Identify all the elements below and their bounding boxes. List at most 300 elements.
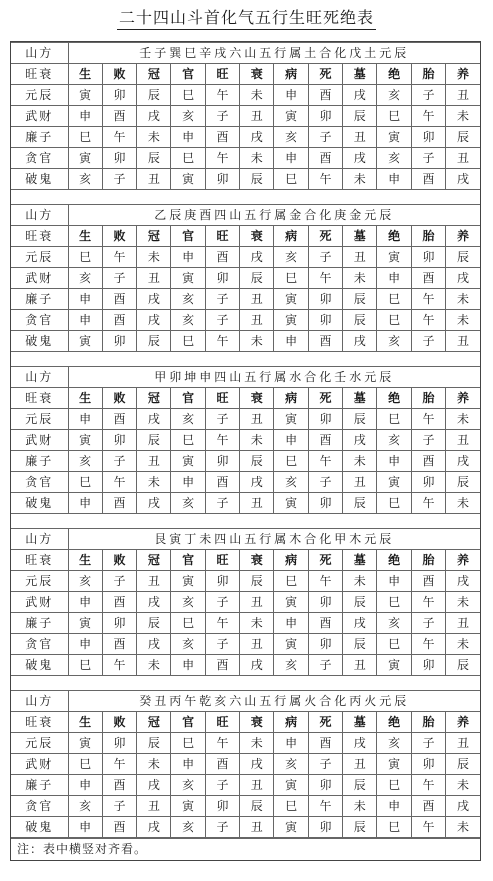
- row-name: 元辰: [11, 247, 68, 268]
- table-cell: 戌: [343, 85, 377, 106]
- table-cell: 亥: [171, 817, 205, 838]
- table-cell: 丑: [446, 430, 480, 451]
- table-cell: 寅: [171, 796, 205, 817]
- stage-header: 墓: [343, 712, 377, 733]
- stage-header: 墓: [343, 226, 377, 247]
- table-cell: 酉: [308, 430, 342, 451]
- table-cell: 辰: [240, 796, 274, 817]
- stage-header: 病: [274, 712, 308, 733]
- table-cell: 酉: [308, 613, 342, 634]
- table-cell: 巳: [68, 247, 102, 268]
- stage-header: 败: [102, 64, 136, 85]
- table-cell: 寅: [274, 289, 308, 310]
- table-cell: 寅: [68, 85, 102, 106]
- table-cell: 丑: [240, 634, 274, 655]
- table-cell: 申: [171, 655, 205, 676]
- table-cell: 辰: [137, 430, 171, 451]
- table-cell: 午: [102, 247, 136, 268]
- table-cell: 巳: [68, 127, 102, 148]
- table-cell: 子: [205, 493, 239, 514]
- table-cell: 酉: [411, 571, 445, 592]
- table-cell: 子: [411, 331, 445, 352]
- table-cell: 未: [240, 85, 274, 106]
- table-cell: 戌: [137, 634, 171, 655]
- table-cell: 亥: [171, 289, 205, 310]
- stage-header: 绝: [377, 226, 411, 247]
- table-cell: 寅: [274, 634, 308, 655]
- stage-header: 衰: [240, 226, 274, 247]
- stage-header: 衰: [240, 64, 274, 85]
- row-name: 廉子: [11, 451, 68, 472]
- stage-header: 生: [68, 388, 102, 409]
- stage-header: 墓: [343, 64, 377, 85]
- shanfang-label: 山方: [11, 367, 68, 388]
- table-cell: 巳: [171, 430, 205, 451]
- table-cell: 午: [308, 451, 342, 472]
- table-cell: 申: [68, 106, 102, 127]
- page-title: [0, 8, 493, 30]
- row-name: 贪官: [11, 472, 68, 493]
- table-cell: 卯: [411, 754, 445, 775]
- table-cell: 辰: [343, 106, 377, 127]
- table-cell: 戌: [137, 106, 171, 127]
- table-cell: 申: [68, 592, 102, 613]
- table-cell: 寅: [171, 571, 205, 592]
- stage-header: 胎: [411, 226, 445, 247]
- table-row: [11, 289, 480, 310]
- table-cell: 寅: [274, 817, 308, 838]
- table-cell: 卯: [308, 409, 342, 430]
- stage-header: 胎: [411, 712, 445, 733]
- table-cell: 寅: [274, 106, 308, 127]
- table-cell: 子: [308, 655, 342, 676]
- table-cell: 戌: [446, 268, 480, 289]
- stage-header: 生: [68, 550, 102, 571]
- table-cell: 申: [274, 430, 308, 451]
- shanfang-label: 山方: [11, 529, 68, 550]
- table-cell: 子: [205, 409, 239, 430]
- table-cell: 丑: [446, 613, 480, 634]
- table-cell: 午: [205, 331, 239, 352]
- stage-header: 养: [446, 64, 480, 85]
- stage-header: 绝: [377, 64, 411, 85]
- table-cell: 酉: [308, 148, 342, 169]
- table-row: [11, 127, 480, 148]
- table-cell: 辰: [240, 571, 274, 592]
- row-name: 贪官: [11, 148, 68, 169]
- table-row: [11, 733, 480, 754]
- table-cell: 亥: [274, 472, 308, 493]
- table-cell: 酉: [102, 409, 136, 430]
- table-cell: 辰: [343, 289, 377, 310]
- table-cell: 卯: [411, 247, 445, 268]
- table-cell: 未: [137, 247, 171, 268]
- stage-header: 官: [171, 388, 205, 409]
- table-cell: 戌: [137, 409, 171, 430]
- stage-header: 养: [446, 550, 480, 571]
- table-cell: 巳: [171, 85, 205, 106]
- table-cell: 子: [205, 775, 239, 796]
- table-cell: 寅: [171, 451, 205, 472]
- table-cell: 辰: [343, 310, 377, 331]
- table-cell: 未: [137, 127, 171, 148]
- main-table: [11, 42, 480, 838]
- table-cell: 卯: [102, 613, 136, 634]
- stage-header: 败: [102, 226, 136, 247]
- table-cell: 午: [411, 817, 445, 838]
- table-cell: 戌: [240, 472, 274, 493]
- table-cell: 亥: [171, 409, 205, 430]
- table-cell: 丑: [137, 796, 171, 817]
- table-cell: 戌: [343, 331, 377, 352]
- table-row: [11, 592, 480, 613]
- table-cell: 巳: [171, 148, 205, 169]
- table-cell: 戌: [446, 451, 480, 472]
- table-row: [11, 451, 480, 472]
- table-cell: 巳: [171, 613, 205, 634]
- table-cell: 寅: [68, 148, 102, 169]
- shanfang-label: 山方: [11, 43, 68, 64]
- table-cell: 子: [205, 634, 239, 655]
- table-cell: 辰: [137, 148, 171, 169]
- table-cell: 寅: [377, 754, 411, 775]
- footnote: 注：表中横竖对齐看。: [11, 838, 480, 860]
- stage-header: 衰: [240, 712, 274, 733]
- table-cell: 辰: [137, 613, 171, 634]
- table-cell: 丑: [137, 268, 171, 289]
- table-row: [11, 472, 480, 493]
- stage-header: 养: [446, 388, 480, 409]
- table-cell: 未: [446, 817, 480, 838]
- row-name: 廉子: [11, 775, 68, 796]
- table-cell: 巳: [171, 733, 205, 754]
- row-name: 武财: [11, 754, 68, 775]
- table-cell: 戌: [446, 571, 480, 592]
- table-cell: 未: [446, 289, 480, 310]
- stage-header: 官: [171, 226, 205, 247]
- table-body: [11, 43, 480, 838]
- table-cell: 巳: [68, 472, 102, 493]
- table-cell: 巳: [274, 169, 308, 190]
- table-cell: 酉: [102, 817, 136, 838]
- table-cell: 午: [205, 733, 239, 754]
- shanfang-label: 山方: [11, 205, 68, 226]
- stage-header: 绝: [377, 550, 411, 571]
- table-cell: 未: [240, 430, 274, 451]
- stage-header: 旺: [205, 64, 239, 85]
- table-cell: 午: [411, 409, 445, 430]
- table-cell: 午: [205, 85, 239, 106]
- row-name: 破鬼: [11, 493, 68, 514]
- stage-header: 旺: [205, 226, 239, 247]
- table-row: [11, 754, 480, 775]
- table-cell: 卯: [102, 733, 136, 754]
- table-cell: 戌: [446, 169, 480, 190]
- table-row: [11, 247, 480, 268]
- table-cell: 未: [446, 775, 480, 796]
- table-cell: 丑: [240, 775, 274, 796]
- table-cell: 未: [343, 169, 377, 190]
- stage-header: 冠: [137, 226, 171, 247]
- table-cell: 戌: [137, 310, 171, 331]
- wangshuai-label: 旺衰: [11, 226, 68, 247]
- stage-header: 旺: [205, 712, 239, 733]
- table-cell: 申: [377, 796, 411, 817]
- table-cell: 卯: [102, 85, 136, 106]
- table-cell: 午: [102, 655, 136, 676]
- table-row: [11, 409, 480, 430]
- table-cell: 巳: [377, 409, 411, 430]
- table-cell: 丑: [343, 472, 377, 493]
- gap-cell: [11, 190, 480, 205]
- table-cell: 酉: [411, 169, 445, 190]
- table-row: [11, 493, 480, 514]
- row-name: 元辰: [11, 733, 68, 754]
- table-cell: 丑: [343, 247, 377, 268]
- stage-header: 病: [274, 64, 308, 85]
- stage-header: 病: [274, 388, 308, 409]
- table-cell: 寅: [274, 592, 308, 613]
- table-cell: 丑: [343, 127, 377, 148]
- table-cell: 子: [205, 106, 239, 127]
- section-heading-row: [11, 43, 480, 64]
- table-cell: 丑: [240, 592, 274, 613]
- table-cell: 卯: [308, 289, 342, 310]
- table-cell: 未: [446, 592, 480, 613]
- table-cell: 卯: [308, 634, 342, 655]
- table-cell: 午: [411, 592, 445, 613]
- table-cell: 未: [240, 148, 274, 169]
- table-cell: 未: [446, 106, 480, 127]
- table-cell: 未: [343, 571, 377, 592]
- section-heading: 壬子巽巳辛戌六山五行属土合化戊土元辰: [68, 43, 480, 64]
- table-cell: 午: [411, 106, 445, 127]
- stage-header: 官: [171, 712, 205, 733]
- table-cell: 子: [205, 289, 239, 310]
- table-cell: 巳: [377, 310, 411, 331]
- stage-header: 病: [274, 550, 308, 571]
- table-cell: 戌: [240, 655, 274, 676]
- table-cell: 午: [308, 571, 342, 592]
- table-row: [11, 106, 480, 127]
- row-name: 破鬼: [11, 817, 68, 838]
- table-cell: 丑: [240, 310, 274, 331]
- stage-header: 旺: [205, 550, 239, 571]
- table-cell: 未: [446, 493, 480, 514]
- table-row: [11, 148, 480, 169]
- table-cell: 酉: [205, 655, 239, 676]
- stage-header: 死: [308, 550, 342, 571]
- table-cell: 酉: [102, 775, 136, 796]
- table-cell: 辰: [240, 451, 274, 472]
- section-heading: 甲卯坤申四山五行属水合化壬水元辰: [68, 367, 480, 388]
- row-name: 破鬼: [11, 655, 68, 676]
- table-cell: 亥: [171, 493, 205, 514]
- table-cell: 子: [308, 247, 342, 268]
- table-cell: 未: [240, 613, 274, 634]
- table-cell: 巳: [274, 451, 308, 472]
- table-cell: 戌: [343, 733, 377, 754]
- table-cell: 申: [171, 247, 205, 268]
- row-name: 破鬼: [11, 169, 68, 190]
- table-cell: 丑: [240, 817, 274, 838]
- table-cell: 寅: [68, 331, 102, 352]
- table-cell: 午: [102, 472, 136, 493]
- table-row: [11, 310, 480, 331]
- table-cell: 酉: [102, 592, 136, 613]
- stage-header: 胎: [411, 550, 445, 571]
- table-cell: 午: [102, 127, 136, 148]
- table-cell: 亥: [377, 613, 411, 634]
- table-cell: 未: [343, 451, 377, 472]
- table-cell: 子: [308, 754, 342, 775]
- stage-header: 衰: [240, 550, 274, 571]
- table-cell: 酉: [102, 106, 136, 127]
- gap-cell: [11, 514, 480, 529]
- table-cell: 巳: [171, 331, 205, 352]
- stage-header: 绝: [377, 388, 411, 409]
- table-cell: 戌: [343, 430, 377, 451]
- stage-header: 养: [446, 226, 480, 247]
- table-cell: 申: [274, 733, 308, 754]
- table-cell: 酉: [411, 268, 445, 289]
- table-cell: 戌: [137, 817, 171, 838]
- table-cell: 酉: [308, 733, 342, 754]
- table-cell: 午: [102, 754, 136, 775]
- table-cell: 亥: [377, 85, 411, 106]
- gap-cell: [11, 352, 480, 367]
- table-cell: 亥: [68, 268, 102, 289]
- table-cell: 卯: [411, 472, 445, 493]
- table-cell: 午: [411, 634, 445, 655]
- table-cell: 巳: [377, 817, 411, 838]
- row-name: 贪官: [11, 310, 68, 331]
- table-cell: 卯: [411, 127, 445, 148]
- table-row: [11, 613, 480, 634]
- table-cell: 卯: [205, 571, 239, 592]
- section-heading: 艮寅丁未四山五行属木合化甲木元辰: [68, 529, 480, 550]
- table-cell: 寅: [68, 613, 102, 634]
- table-cell: 寅: [377, 472, 411, 493]
- table-cell: 申: [68, 493, 102, 514]
- stage-header: 败: [102, 712, 136, 733]
- table-cell: 亥: [274, 127, 308, 148]
- table-cell: 酉: [205, 472, 239, 493]
- table-cell: 戌: [343, 613, 377, 634]
- table-cell: 午: [411, 493, 445, 514]
- section-heading-row: [11, 691, 480, 712]
- section-gap: [11, 676, 480, 691]
- table-cell: 酉: [102, 289, 136, 310]
- table-cell: 丑: [137, 451, 171, 472]
- table-cell: 子: [102, 169, 136, 190]
- table-cell: 申: [274, 85, 308, 106]
- section-gap: [11, 514, 480, 529]
- table-cell: 巳: [274, 571, 308, 592]
- stage-header: 冠: [137, 712, 171, 733]
- table-cell: 丑: [446, 331, 480, 352]
- table-row: [11, 634, 480, 655]
- table-cell: 丑: [240, 409, 274, 430]
- stage-header: 官: [171, 550, 205, 571]
- table-cell: 午: [205, 613, 239, 634]
- table-cell: 丑: [240, 106, 274, 127]
- table-cell: 卯: [102, 148, 136, 169]
- table-cell: 亥: [171, 106, 205, 127]
- table-cell: 子: [411, 148, 445, 169]
- table-cell: 申: [377, 169, 411, 190]
- table-cell: 辰: [446, 127, 480, 148]
- table-cell: 亥: [274, 754, 308, 775]
- row-name: 武财: [11, 268, 68, 289]
- table-cell: 戌: [137, 775, 171, 796]
- table-cell: 卯: [308, 310, 342, 331]
- table-cell: 巳: [377, 106, 411, 127]
- table-cell: 亥: [377, 733, 411, 754]
- table-cell: 戌: [240, 754, 274, 775]
- table-cell: 亥: [274, 247, 308, 268]
- table-cell: 申: [68, 817, 102, 838]
- table-cell: 巳: [377, 634, 411, 655]
- table-cell: 酉: [205, 754, 239, 775]
- stage-header: 胎: [411, 388, 445, 409]
- table-cell: 酉: [102, 634, 136, 655]
- table-cell: 亥: [274, 655, 308, 676]
- row-name: 武财: [11, 106, 68, 127]
- table-cell: 巳: [377, 289, 411, 310]
- table-cell: 卯: [205, 796, 239, 817]
- table-cell: 戌: [343, 148, 377, 169]
- table-cell: 子: [102, 268, 136, 289]
- table-cell: 午: [205, 430, 239, 451]
- table-cell: 辰: [343, 493, 377, 514]
- table-cell: 巳: [274, 268, 308, 289]
- table-cell: 寅: [274, 310, 308, 331]
- table-row: [11, 169, 480, 190]
- shanfang-label: 山方: [11, 691, 68, 712]
- table-cell: 子: [411, 613, 445, 634]
- table-cell: 午: [205, 148, 239, 169]
- table-cell: 辰: [137, 331, 171, 352]
- table-cell: 辰: [446, 754, 480, 775]
- table-row: [11, 817, 480, 838]
- table-cell: 卯: [102, 331, 136, 352]
- stage-header: 养: [446, 712, 480, 733]
- row-name: 贪官: [11, 796, 68, 817]
- table-cell: 未: [446, 634, 480, 655]
- stage-header: 冠: [137, 550, 171, 571]
- table-cell: 戌: [137, 592, 171, 613]
- table-cell: 午: [308, 169, 342, 190]
- table-cell: 辰: [343, 409, 377, 430]
- stage-header: 绝: [377, 712, 411, 733]
- table-cell: 寅: [377, 247, 411, 268]
- table-cell: 寅: [68, 430, 102, 451]
- stage-header: 墓: [343, 550, 377, 571]
- table-cell: 子: [411, 430, 445, 451]
- section-gap: [11, 352, 480, 367]
- row-name: 武财: [11, 592, 68, 613]
- table-cell: 卯: [205, 169, 239, 190]
- table-cell: 辰: [343, 592, 377, 613]
- table-cell: 亥: [377, 148, 411, 169]
- table-cell: 辰: [446, 247, 480, 268]
- table-cell: 巳: [68, 655, 102, 676]
- table-cell: 丑: [446, 148, 480, 169]
- table-cell: 亥: [377, 331, 411, 352]
- table-cell: 子: [205, 817, 239, 838]
- table-cell: 丑: [343, 754, 377, 775]
